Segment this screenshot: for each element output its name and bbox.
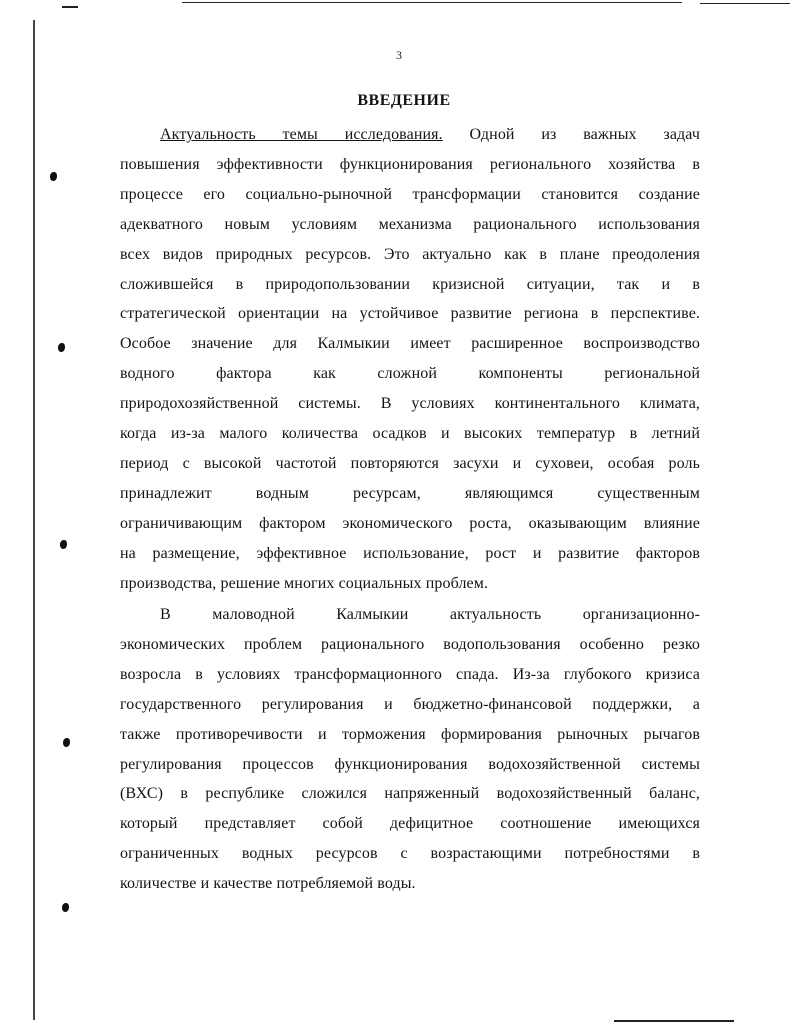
paragraph-line: который представляет собой дефицитное соотношение имеющихся xyxy=(120,815,700,833)
punch-hole-mark xyxy=(50,172,57,181)
paragraph-line: период с высокой частотой повторяются засухи и суховеи, особая роль xyxy=(120,454,700,472)
paragraph-line: принадлежит водным ресурсам, являющимся существенным xyxy=(120,484,700,502)
punch-hole-mark xyxy=(63,738,70,747)
paragraph-line-text: Одной из важных задач xyxy=(442,126,700,143)
paragraph-kalmykia xyxy=(120,600,700,899)
paragraph-line: государственного регулирования и бюджетно-финансовой поддержки, а xyxy=(120,695,700,713)
paragraph-line: возросла в условиях трансформационного спада. Из-за глубокого кризиса xyxy=(120,665,700,683)
paragraph-line: на размещение, эффективное использование, рост и развитие факторов xyxy=(120,544,700,562)
paragraph-line: всех видов природных ресурсов. Это актуально как в плане преодоления xyxy=(120,245,700,263)
paragraph-line: ограничивающим фактором экономического роста, оказывающим влияние xyxy=(120,514,700,532)
paragraph-line: когда из-за малого количества осадков и высоких температур в летний xyxy=(120,425,700,443)
punch-hole-mark xyxy=(58,343,65,352)
paragraph-line: повышения эффективности функционирования регионального хозяйства в xyxy=(120,155,700,173)
paragraph-line: процессе его социально-рыночной трансформации становится создание xyxy=(120,185,700,203)
paragraph-line: (ВХС) в республике сложился напряженный водохозяйственный баланс, xyxy=(120,785,700,803)
paragraph-line: сложившейся в природопользовании кризисной ситуации, так и в xyxy=(120,275,700,293)
scan-edge-bottom-right xyxy=(614,1020,734,1022)
section-heading: ВВЕДЕНИЕ xyxy=(357,92,451,109)
scan-edge-top-right xyxy=(700,3,790,4)
paragraph-line: экономических проблем рационального водопользования особенно резко xyxy=(120,635,700,653)
paragraph-line xyxy=(120,120,700,150)
paragraph-line: также противоречивости и торможения формирования рыночных рычагов xyxy=(120,725,700,743)
paragraph-line: В маловодной Калмыкии актуальность организационно- xyxy=(160,606,700,623)
paragraph-line: регулирования процессов функционирования водохозяйственной системы xyxy=(120,755,700,773)
paragraph-line: Особое значение для Калмыкии имеет расширенное воспроизводство xyxy=(120,335,700,353)
paragraph-line: адекватного новым условиям механизма рационального использования xyxy=(120,215,700,233)
paragraph-line: количестве и качестве потребляемой воды. xyxy=(120,875,416,893)
punch-hole-mark xyxy=(62,903,69,912)
paragraph-relevance xyxy=(120,120,700,599)
scan-edge-left xyxy=(33,20,35,1020)
page-number: 3 xyxy=(396,48,402,62)
scan-edge-top-left xyxy=(62,6,78,8)
paragraph-line: стратегической ориентации на устойчивое развитие региона в перспективе. xyxy=(120,305,700,323)
punch-hole-mark xyxy=(60,540,67,549)
scan-edge-top xyxy=(182,2,682,3)
paragraph-line: производства, решение многих социальных проблем. xyxy=(120,574,489,592)
paragraph-line: ограниченных водных ресурсов с возрастающими потребностями в xyxy=(120,845,700,863)
relevance-lead: Актуальность темы исследования. xyxy=(160,126,443,143)
paragraph-line: водного фактора как сложной компоненты региональной xyxy=(120,365,700,383)
paragraph-line: природохозяйственной системы. В условиях континентального климата, xyxy=(120,395,700,413)
